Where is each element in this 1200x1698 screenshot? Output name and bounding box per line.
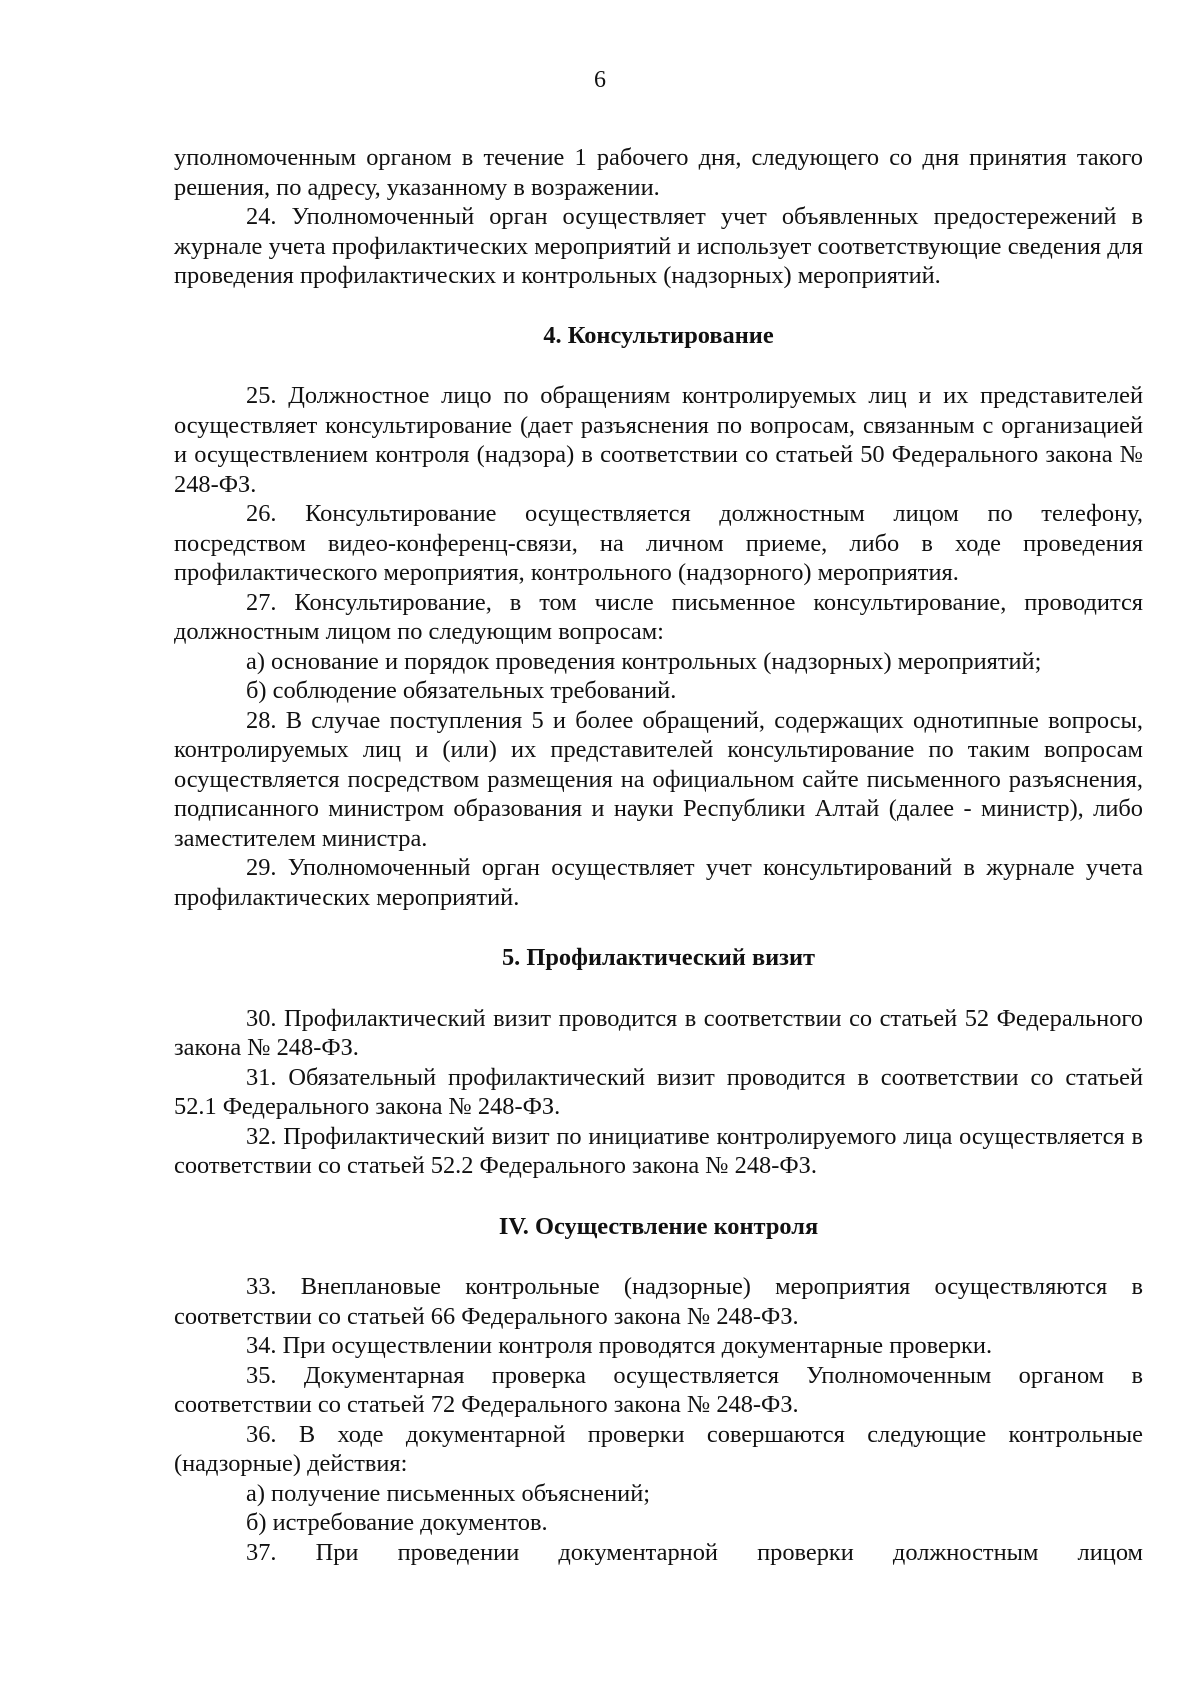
page-number: 6 (594, 67, 606, 93)
paragraph-30: 30. Профилактический визит проводится в соответствии со статьей 52 Федерального закона № 248-ФЗ. (174, 1004, 1143, 1061)
paragraph-36: 36. В ходе документарной проверки совершаются следующие контрольные (надзорные) действия: (174, 1420, 1143, 1477)
paragraph-37: 37. При проведении документарной проверки должностным лицом (246, 1538, 1143, 1566)
paragraph-31: 31. Обязательный профилактический визит проводится в соответствии со статьей 52.1 Федерального закона № 248-ФЗ. (174, 1063, 1143, 1120)
section-heading-control: IV. Осуществление контроля (498, 1212, 819, 1240)
paragraph-27: 27. Консультирование, в том числе письменное консультирование, проводится должностным лицом по следующим вопросам: (174, 588, 1143, 645)
paragraph-36-item-b: б) истребование документов. (246, 1509, 548, 1536)
section-heading-preventive-visit: 5. Профилактический визит (501, 944, 816, 971)
paragraph-24: 24. Уполномоченный орган осуществляет учет объявленных предостережений в журнале учета профилактических мероприятий и использует соответствующие сведения для проведения профилактических и контрольных (надзорных) мероприятий. (174, 203, 1143, 289)
paragraph-27-item-b: б) соблюдение обязательных требований. (246, 677, 677, 704)
paragraph-33: 33. Внеплановые контрольные (надзорные) мероприятия осуществляются в соответствии со статьей 66 Федерального закона № 248-ФЗ. (174, 1273, 1143, 1330)
paragraph-32: 32. Профилактический визит по инициативе контролируемого лица осуществляется в соответствии со статьей 52.2 Федерального закона № 248-ФЗ. (174, 1122, 1143, 1179)
paragraph-34: 34. При осуществлении контроля проводятся документарные проверки. (246, 1332, 993, 1359)
paragraph-35: 35. Документарная проверка осуществляется Уполномоченным органом в соответствии со статьей 72 Федерального закона № 248-ФЗ. (174, 1361, 1143, 1418)
paragraph-26: 26. Консультирование осуществляется должностным лицом по телефону, посредством видео-конференц-связи, на личном приеме, либо в ходе проведения профилактического мероприятия, контрольного (надзорного) мероприятия. (174, 500, 1143, 586)
section-heading-consulting: 4. Консультирование (543, 321, 774, 349)
paragraph-36-item-a: а) получение письменных объяснений; (246, 1479, 651, 1507)
paragraph-continuation: уполномоченным органом в течение 1 рабочего дня, следующего со дня принятия такого решения, по адресу, указанному в возражении. (174, 144, 1143, 201)
paragraph-25: 25. Должностное лицо по обращениям контролируемых лиц и их представителей осуществляет консультирование (дает разъяснения по вопросам, связанным с организацией и осуществлением контроля (надзора) в соответствии со статьей 50 Федерального закона № 248-ФЗ. (174, 382, 1143, 498)
paragraph-28: 28. В случае поступления 5 и более обращений, содержащих однотипные вопросы, контролируемых лиц и (или) их представителей консультирование по таким вопросам осуществляется посредством размещения на официальном сайте письменного разъяснения, подписанного министром образования и науки Республики Алтай (далее - министр), либо заместителем министра. (174, 706, 1143, 852)
paragraph-27-item-a: а) основание и порядок проведения контрольных (надзорных) мероприятий; (246, 647, 1042, 675)
paragraph-29: 29. Уполномоченный орган осуществляет учет консультирований в журнале учета профилактических мероприятий. (174, 854, 1143, 911)
document-body (174, 143, 1143, 1567)
